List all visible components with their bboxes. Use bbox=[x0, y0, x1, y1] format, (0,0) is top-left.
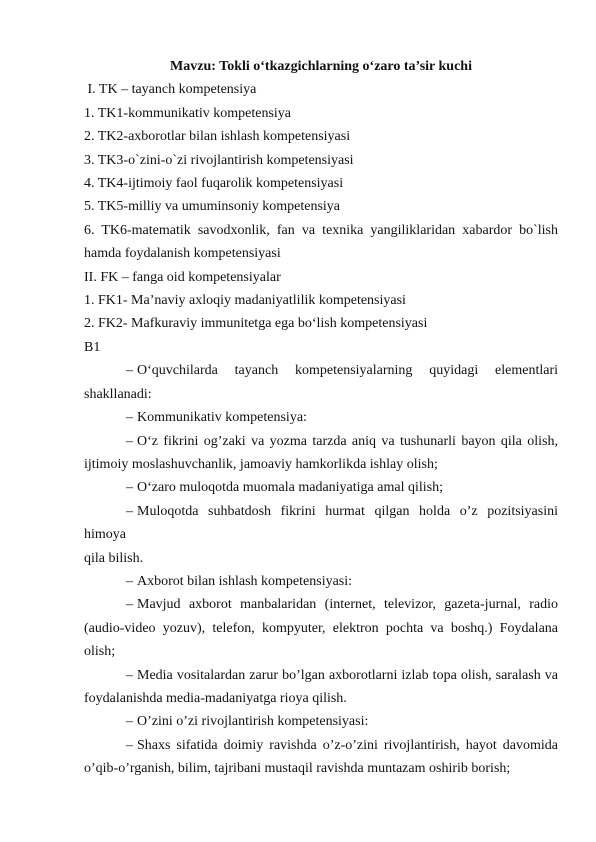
bullet-paragraph: – Kommunikativ kompetensiya: bbox=[84, 406, 558, 429]
dash-bullet: – bbox=[126, 667, 133, 683]
bullet-continuation: ijtimoiy moslashuvchanlik, jamoaviy hamkorlikda ishlay olish; bbox=[84, 456, 438, 472]
list-item: 6. TK6-matematik savodxonlik, fan va texnika yangiliklaridan xabardor bo`lish bbox=[84, 222, 558, 238]
dash-bullet: – bbox=[126, 597, 133, 613]
dash-bullet: – bbox=[126, 410, 133, 426]
document-page bbox=[84, 55, 558, 781]
bullet-paragraph: – Shaxs sifatida doimiy ravishda o’z-o’zini rivojlantirish, hayot davomida bbox=[84, 734, 558, 757]
bullet-continuation: olish; bbox=[84, 644, 116, 660]
dash-bullet: – bbox=[126, 433, 133, 449]
list-item: 2. TK2-axborotlar bilan ishlash kompetensiyasi bbox=[84, 129, 351, 145]
bullet-paragraph: – Media vositalardan zarur bo’lgan axborotlarni izlab topa olish, saralash va bbox=[84, 664, 558, 687]
list-item: 2. FK2- Mafkuraviy immunitetga ega bo‘lish kompetensiyasi bbox=[84, 316, 428, 332]
bullet-paragraph: – O‘zaro muloqotda muomala madaniyatiga amal qilish; bbox=[84, 476, 558, 499]
list-item: 1. TK1-kommunikativ kompetensiya bbox=[84, 105, 291, 121]
dash-bullet: – bbox=[126, 480, 133, 496]
bullet-continuation: o’qib-o’rganish, bilim, tajribani mustaqil ravishda muntazam oshirib borish; bbox=[84, 761, 511, 777]
dash-bullet: – bbox=[126, 714, 133, 730]
list-item: 1. FK1- Ma’naviy axloqiy madaniyatlilik kompetensiyasi bbox=[84, 293, 406, 309]
list-item: 4. TK4-ijtimoiy faol fuqarolik kompetensiyasi bbox=[84, 176, 344, 192]
list-item-continuation: hamda foydalanish kompetensiyasi bbox=[84, 246, 281, 262]
bullet-paragraph: – Axborot bilan ishlash kompetensiyasi: bbox=[84, 570, 558, 593]
bullet-paragraph: – O’zini o’zi rivojlantirish kompetensiyasi: bbox=[84, 710, 558, 733]
bullet-paragraph: – O‘quvchilarda tayanch kompetensiyalarning quyidagi elementlari bbox=[84, 359, 558, 382]
document-title: Mavzu: Tokli o‘tkazgichlarning o‘zaro ta’sir kuchi bbox=[170, 59, 472, 74]
dash-bullet: – bbox=[126, 737, 133, 753]
dash-bullet: – bbox=[126, 573, 133, 589]
bullet-paragraph: – Mavjud axborot manbalaridan (internet, televizor, gazeta-jurnal, radio bbox=[84, 593, 558, 616]
section-heading-tk: I. TK – tayanch kompetensiya bbox=[84, 82, 257, 98]
list-item: 5. TK5-milliy va umuminsoniy kompetensiya bbox=[84, 199, 340, 215]
bullet-continuation: shakllanadi: bbox=[84, 386, 152, 402]
bullet-paragraph: – Muloqotda suhbatdosh fikrini hurmat qilgan holda o’z pozitsiyasini himoya bbox=[84, 500, 558, 547]
bullet-continuation: (audio-video yozuv), telefon, kompyuter, elektron pochta va boshq.) Foydalana bbox=[84, 620, 558, 636]
dash-bullet: – bbox=[126, 503, 133, 519]
section-label: B1 bbox=[84, 339, 101, 355]
dash-bullet: – bbox=[126, 363, 133, 379]
bullet-continuation: foydalanishda media-madaniyatga rioya qilish. bbox=[84, 690, 347, 706]
bullet-paragraph: – O‘z fikrini og’zaki va yozma tarzda aniq va tushunarli bayon qila olish, bbox=[84, 430, 558, 453]
bullet-continuation: qila bilish. bbox=[84, 550, 144, 566]
list-item: 3. TK3-o`zini-o`zi rivojlantirish kompetensiyasi bbox=[84, 152, 354, 168]
section-heading-fk: II. FK – fanga oid kompetensiyalar bbox=[84, 269, 281, 285]
